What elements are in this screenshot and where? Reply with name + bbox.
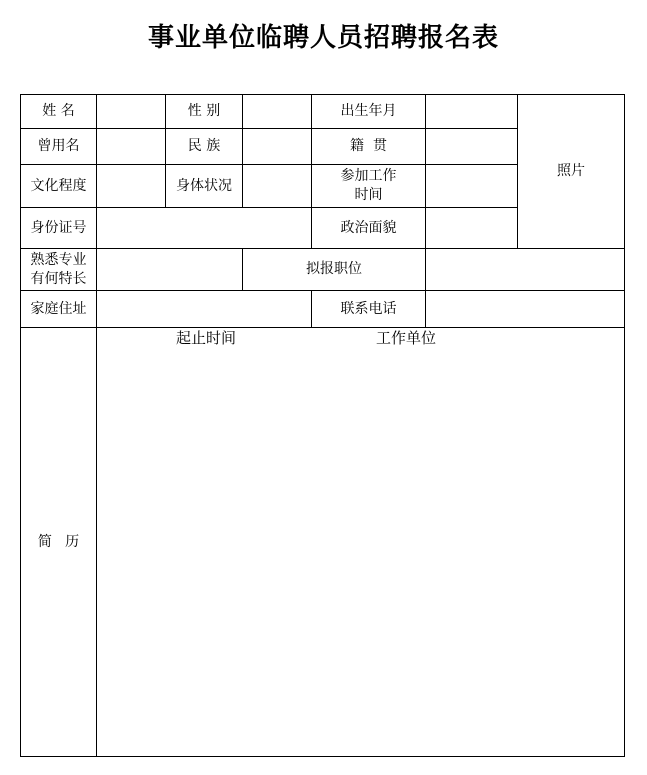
label-political-status: 政治面貌 xyxy=(340,219,397,236)
id-number-field[interactable] xyxy=(97,208,311,248)
label-ethnicity: 民 族 xyxy=(187,138,221,154)
label-education: 文化程度 xyxy=(30,177,87,194)
phone-field[interactable] xyxy=(426,291,624,327)
label-work-start: 参加工作 时间 xyxy=(340,168,397,203)
name-field[interactable] xyxy=(97,95,165,128)
photo-box[interactable]: 照片 xyxy=(557,163,585,179)
former-name-field[interactable] xyxy=(97,129,165,164)
label-native-place: 籍 贯 xyxy=(350,138,387,154)
resume-field[interactable] xyxy=(97,352,624,756)
native-place-field[interactable] xyxy=(426,129,517,164)
health-field[interactable] xyxy=(243,165,311,207)
resume-header-employer: 工作单位 xyxy=(376,329,437,347)
address-field[interactable] xyxy=(97,291,311,327)
label-birth: 出生年月 xyxy=(340,103,397,119)
label-position: 拟报职位 xyxy=(306,261,362,277)
label-gender: 性 别 xyxy=(187,103,221,119)
work-start-field[interactable] xyxy=(426,165,517,207)
label-phone: 联系电话 xyxy=(340,300,397,317)
label-resume: 简 历 xyxy=(37,533,80,550)
form-title: 事业单位临聘人员招聘报名表 xyxy=(147,23,499,53)
label-health: 身体状况 xyxy=(176,177,232,194)
gender-field[interactable] xyxy=(243,95,311,128)
grid-line xyxy=(20,327,625,328)
label-id-number: 身份证号 xyxy=(30,219,87,236)
label-address: 家庭住址 xyxy=(30,300,87,317)
position-field[interactable] xyxy=(426,249,624,290)
label-former-name: 曾用名 xyxy=(37,138,80,154)
birth-field[interactable] xyxy=(426,95,517,128)
ethnicity-field[interactable] xyxy=(243,129,311,164)
label-name: 姓 名 xyxy=(42,103,75,119)
label-specialty: 熟悉专业 有何特长 xyxy=(30,251,87,287)
resume-header-period: 起止时间 xyxy=(176,329,237,347)
specialty-field[interactable] xyxy=(97,249,242,290)
political-status-field[interactable] xyxy=(426,208,517,248)
education-field[interactable] xyxy=(97,165,165,207)
grid-line xyxy=(20,756,625,757)
grid-line xyxy=(624,94,625,757)
